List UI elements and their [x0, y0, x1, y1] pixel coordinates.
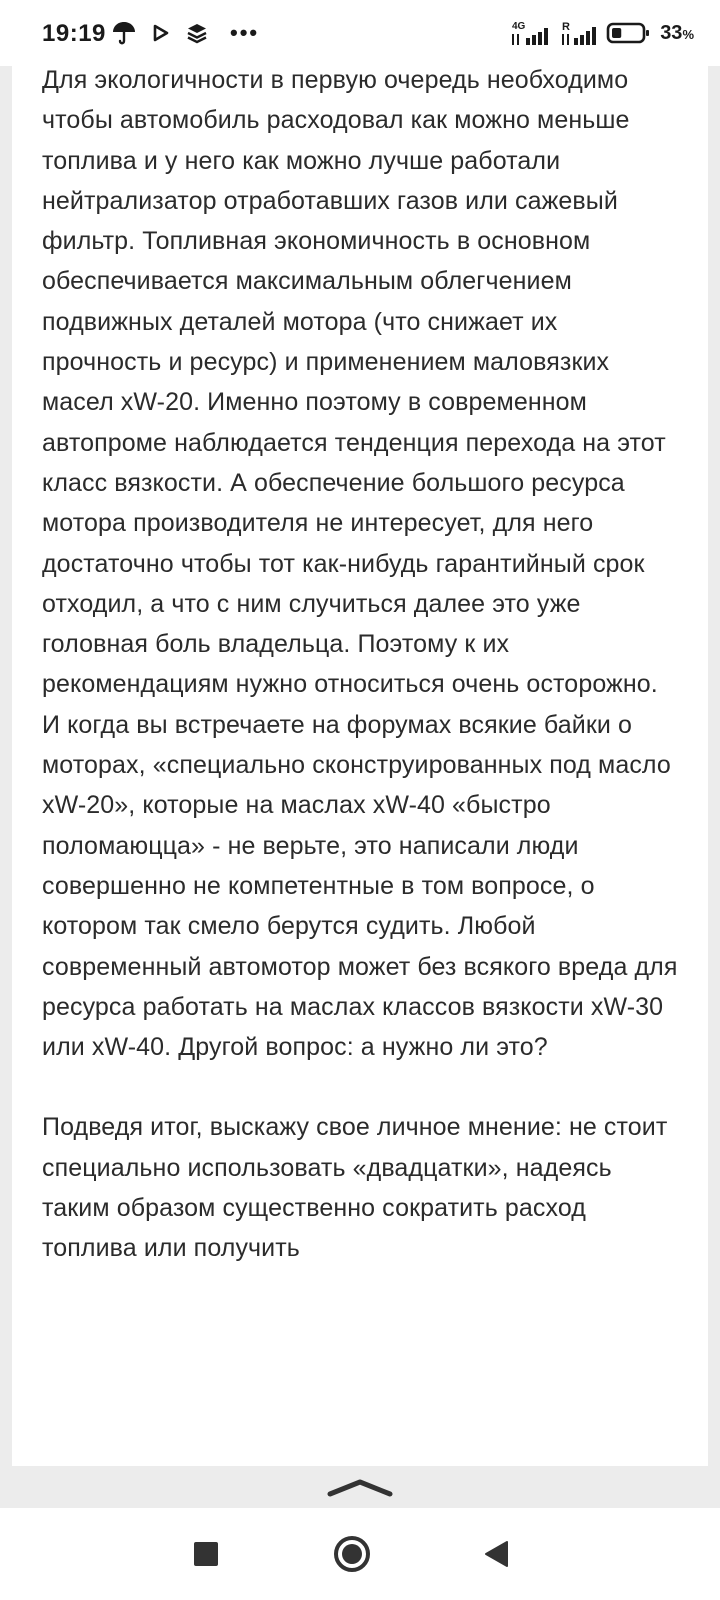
bottom-sheet-handle[interactable]	[0, 1466, 720, 1508]
umbrella-icon	[112, 20, 136, 46]
status-bar	[0, 0, 720, 66]
more-dots-icon: •••	[230, 20, 260, 45]
battery-percent: 33%	[660, 21, 694, 44]
article-text	[42, 60, 682, 1269]
status-notification-icons	[112, 18, 259, 48]
system-nav-bar	[0, 1508, 720, 1600]
home-circle-icon	[333, 1535, 371, 1573]
article-card	[12, 58, 708, 1466]
stack-icon	[186, 22, 208, 44]
network-type-label: 4G	[512, 21, 526, 32]
chevron-up-icon[interactable]	[326, 1474, 394, 1500]
back-button[interactable]	[468, 1526, 524, 1582]
play-icon	[152, 23, 170, 43]
paragraph-spacer	[42, 1067, 682, 1107]
article-paragraph-3: Подведя итог, выскажу свое личное мнение: не стоит специально использовать «двадцатки», надеясь таким образом существенно сократить расход топлива или получить	[42, 1113, 668, 1263]
status-time: 19:19	[42, 20, 106, 47]
back-triangle-icon	[483, 1540, 509, 1568]
article-paragraph-2: И когда вы встречаете на форумах всякие байки о моторах, «специально сконструированных под масло xW-20», которые на маслах xW-40 «быстро поломаюцца» - не верьте, это написали люди совершенно не компетентные в том вопросе, о котором так смело берутся судить. Любой современный автомотор может без всякого вреда для ресурса работать на маслах классов вязкости xW-30 или xW-40. Другой вопрос: а нужно ли это?	[42, 710, 678, 1062]
recents-button[interactable]	[178, 1526, 234, 1582]
article-paragraph-1: Для экологичности в первую очередь необходимо чтобы автомобиль расходовал как можно меньше топлива и у него как можно лучше работали нейтрализатор отработавших газов или сажевый фильтр. Топливная экономичность в основном обеспечивается максимальным облегчением подвижных деталей мотора (что снижает их прочность и ресурс) и применением маловязких масел xW-20. Именно поэтому в современном автопроме наблюдается тенденция перехода на этот класс вязкости. А обеспечение большого ресурса мотора производителя не интересует, для него достаточно чтобы тот как-нибудь гарантийный срок отходил, а что с ним случиться далее это уже головная боль владельца. Поэтому к их рекомендациям нужно относиться очень осторожно.	[42, 66, 666, 699]
recents-square-icon	[193, 1541, 219, 1567]
signal-roaming-icon	[562, 19, 596, 47]
status-system-icons	[512, 18, 694, 48]
roaming-label: R	[562, 21, 571, 33]
home-button[interactable]	[324, 1526, 380, 1582]
battery-icon	[606, 21, 650, 45]
signal-icon	[512, 19, 552, 47]
